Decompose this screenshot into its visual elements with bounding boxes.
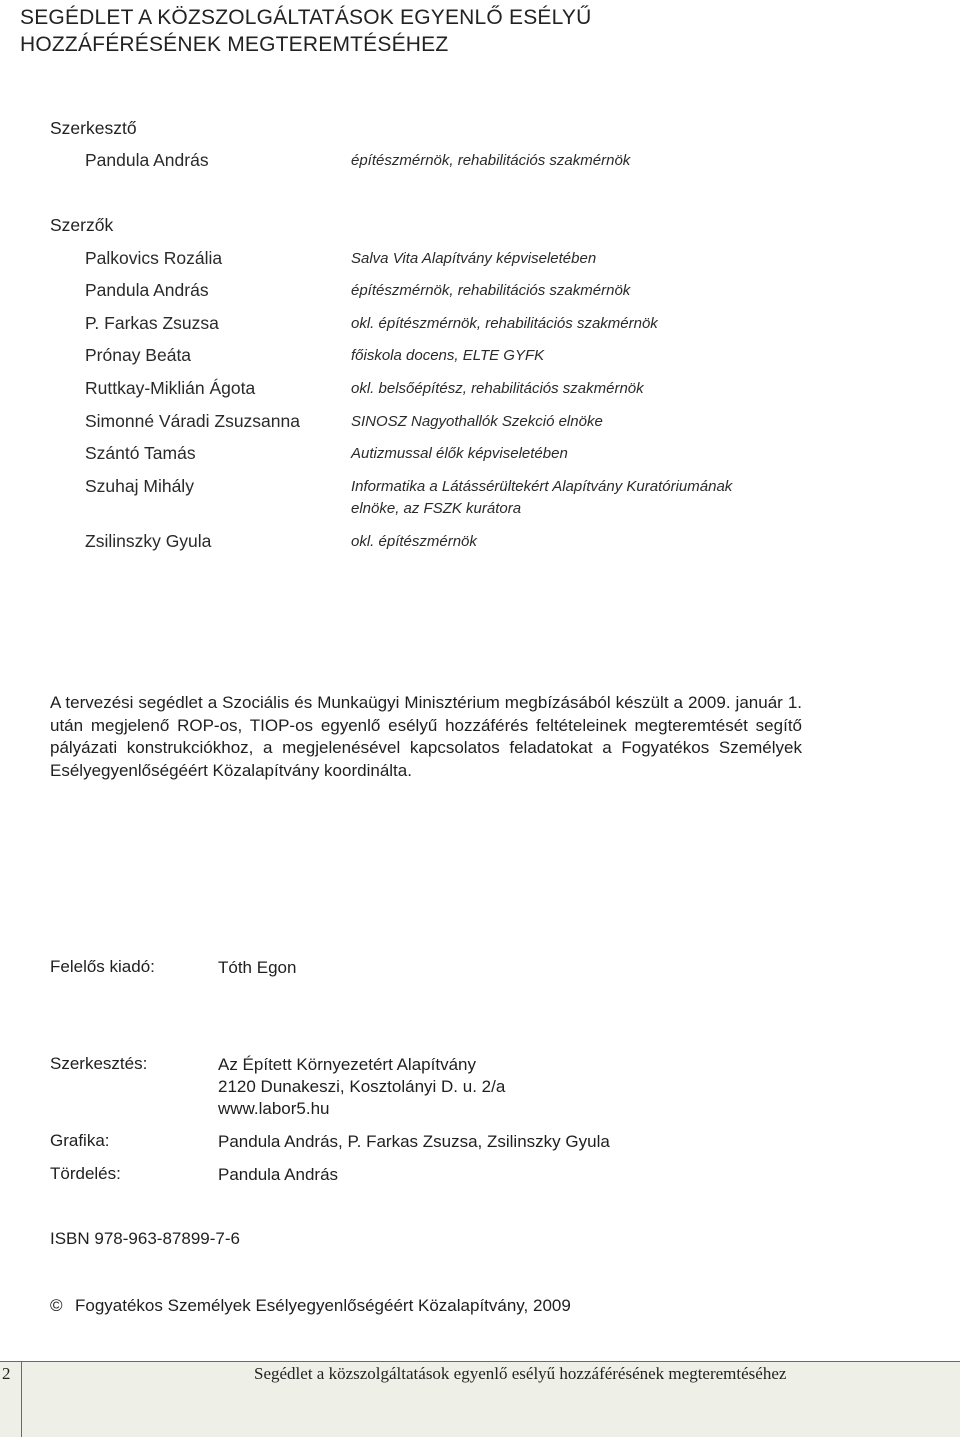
title-line-1: SEGÉDLET A KÖZSZOLGÁLTATÁSOK EGYENLŐ ESÉLYŰ xyxy=(20,6,592,29)
editor-role: építészmérnök, rehabilitációs szakmérnök xyxy=(351,152,631,169)
graphics-value: Pandula András, P. Farkas Zsuzsa, Zsilinszky Gyula xyxy=(218,1132,610,1151)
graphics-label: Grafika: xyxy=(50,1131,110,1150)
authors-label: Szerzők xyxy=(50,215,114,235)
layout-value: Pandula András xyxy=(218,1165,339,1184)
author-role-line-2: elnöke, az FSZK kurátora xyxy=(351,500,522,517)
author-name: Zsilinszky Gyula xyxy=(85,531,212,551)
author-role: SINOSZ Nagyothallók Szekció elnöke xyxy=(351,413,603,430)
document-title xyxy=(20,4,592,58)
editing-line-1: Az Épített Környezetért Alapítvány xyxy=(218,1055,476,1074)
editing-line-2: 2120 Dunakeszi, Kosztolányi D. u. 2/a xyxy=(218,1077,506,1096)
page-number: 2 xyxy=(2,1364,11,1383)
author-name: P. Farkas Zsuzsa xyxy=(85,313,219,333)
author-role: Autizmussal élők képviseletében xyxy=(351,445,568,462)
editor-label: Szerkesztő xyxy=(50,118,137,138)
copyright-icon: © xyxy=(50,1296,63,1315)
copyright-text: Fogyatékos Személyek Esélyegyenlőségéért Közalapítvány, 2009 xyxy=(75,1296,571,1315)
layout-label: Tördelés: xyxy=(50,1164,121,1183)
title-line-2: HOZZÁFÉRÉSÉNEK MEGTEREMTÉSÉHEZ xyxy=(20,33,449,56)
editing-label: Szerkesztés: xyxy=(50,1054,148,1073)
editing-value xyxy=(218,1054,505,1120)
author-role: okl. építészmérnök xyxy=(351,533,477,550)
editing-website-link[interactable]: www.labor5.hu xyxy=(218,1099,330,1118)
author-name: Pandula András xyxy=(85,280,209,300)
intro-paragraph: A tervezési segédlet a Szociális és Munkaügyi Minisztérium megbízásából készült a 2009. január 1. után megjelenő ROP-os, TIOP-os egyenlő esélyű hozzáférés feltételeinek megteremtését segítő pályázati konstrukciókhoz, a megjelenésével kapcsolatos feladatokat a Fogyatékos Személyek Esélyegyenlőségéért Közalapítvány koordinálta. xyxy=(50,693,802,780)
running-footer-title: Segédlet a közszolgáltatások egyenlő esélyű hozzáférésének megteremtéséhez xyxy=(254,1364,787,1383)
editor-name: Pandula András xyxy=(85,150,209,170)
publisher-label: Felelős kiadó: xyxy=(50,957,155,976)
footer-divider-horizontal xyxy=(0,1361,960,1362)
author-role: építészmérnök, rehabilitációs szakmérnök xyxy=(351,282,631,299)
publisher-value: Tóth Egon xyxy=(218,958,297,977)
author-name: Szántó Tamás xyxy=(85,443,196,463)
author-name: Palkovics Rozália xyxy=(85,248,223,268)
author-role: főiskola docens, ELTE GYFK xyxy=(351,347,545,364)
author-role: Salva Vita Alapítvány képviseletében xyxy=(351,250,597,267)
author-role: okl. építészmérnök, rehabilitációs szakmérnök xyxy=(351,315,658,332)
author-role: okl. belsőépítész, rehabilitációs szakmérnök xyxy=(351,380,644,397)
author-name: Szuhaj Mihály xyxy=(85,476,194,496)
footer-divider-vertical xyxy=(21,1361,22,1437)
author-name: Prónay Beáta xyxy=(85,345,192,365)
author-role-line-1: Informatika a Látássérültekért Alapítvány Kuratóriumának xyxy=(351,478,733,495)
author-name: Ruttkay-Miklián Ágota xyxy=(85,378,256,398)
author-name: Simonné Váradi Zsuzsanna xyxy=(85,411,300,431)
author-role xyxy=(351,476,732,520)
isbn: ISBN 978-963-87899-7-6 xyxy=(50,1229,240,1248)
